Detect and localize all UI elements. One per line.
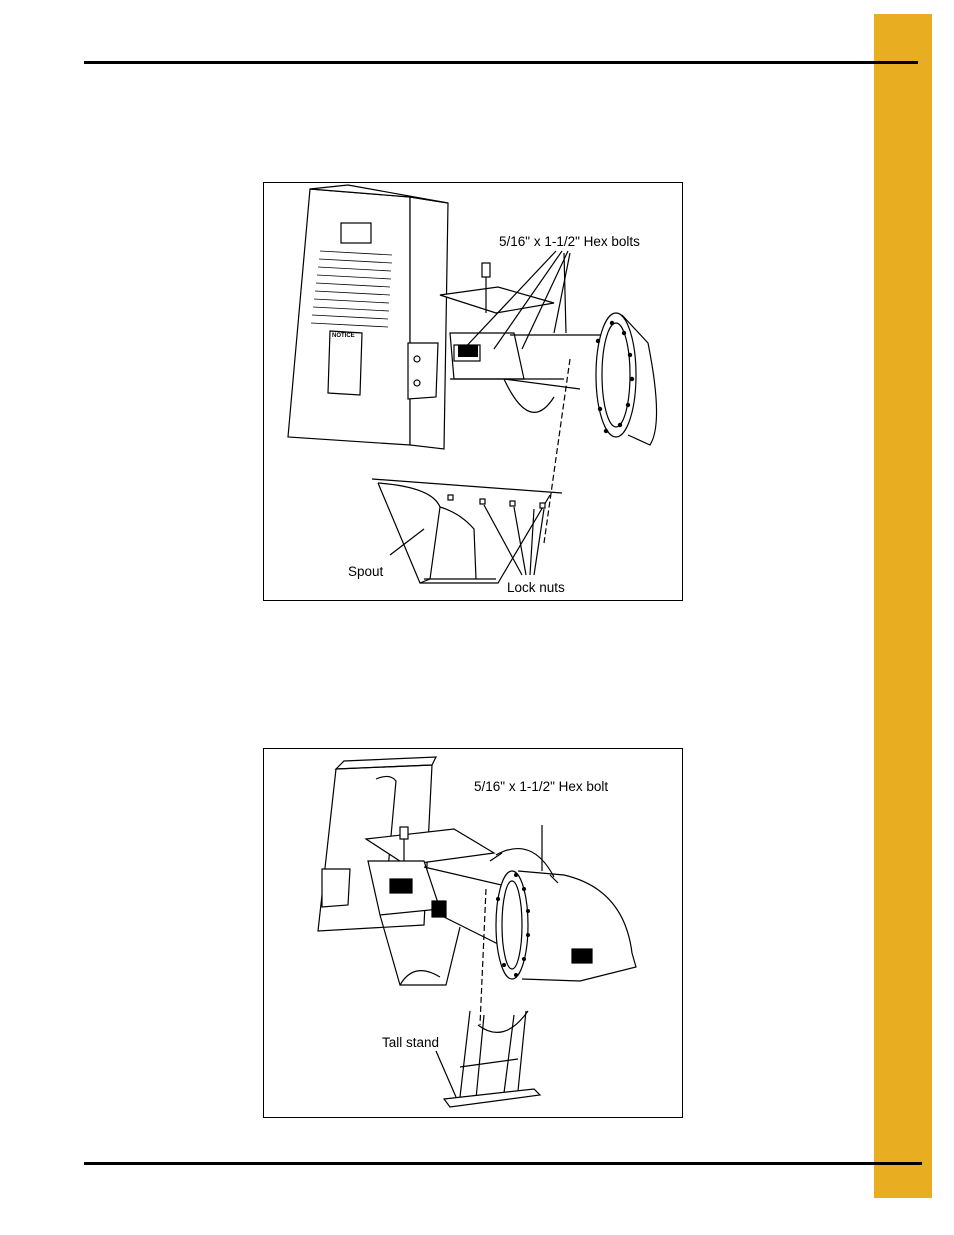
label-spout: Spout [348, 564, 384, 579]
header-rule [84, 61, 918, 64]
figure-spout-assembly [263, 182, 683, 601]
product-logo-icon [458, 345, 478, 357]
footer-rule [84, 1162, 922, 1165]
label-tall-stand: Tall stand [382, 1035, 440, 1050]
side-tab [874, 14, 932, 1198]
label-hex-bolts: 5/16" x 1-1/2" Hex bolts [499, 234, 640, 249]
figure-tall-stand-assembly [263, 748, 683, 1118]
label-lock-nuts: Lock nuts [507, 580, 565, 595]
panel-notice-text: NOTICE [332, 333, 355, 339]
tall-stand-illustration [264, 749, 682, 1117]
label-hex-bolt: 5/16" x 1-1/2" Hex bolt [474, 779, 609, 794]
